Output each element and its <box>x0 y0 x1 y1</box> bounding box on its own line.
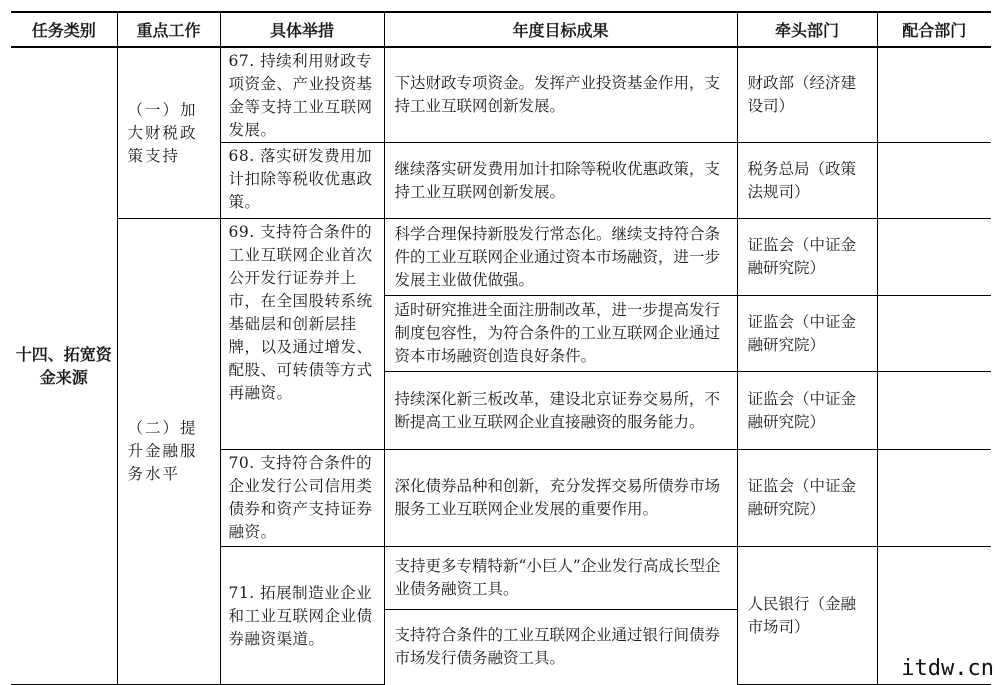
cooperating-department-cell <box>877 143 991 219</box>
task-category-cell: 十四、拓宽资金来源 <box>11 47 117 685</box>
lead-department-cell: 人民银行（金融市场司） <box>737 547 877 685</box>
goal-cell: 继续落实研发费用加计扣除等税收优惠政策，支持工业互联网创新发展。 <box>384 143 737 219</box>
table-row <box>11 47 991 143</box>
lead-department-cell: 税务总局（政策法规司） <box>737 143 877 219</box>
header-lead-department: 牵头部门 <box>737 12 877 47</box>
goal-cell: 持续深化新三板改革，建设北京证券交易所，不断提高工业互联网企业直接融资的服务能力。 <box>384 372 737 450</box>
watermark: itdw.cn <box>901 656 994 681</box>
cooperating-department-cell <box>877 296 991 372</box>
goal-cell: 适时研究推进全面注册制改革，进一步提高发行制度包容性，为符合条件的工业互联网企业通过资本市场融资创造良好条件。 <box>384 296 737 372</box>
cooperating-department-cell <box>877 450 991 547</box>
header-key-work: 重点工作 <box>117 12 220 47</box>
goal-cell: 科学合理保持新股发行常态化。继续支持符合条件的工业互联网企业通过资本市场融资，进一步发展主业做优做强。 <box>384 219 737 296</box>
goal-cell: 支持更多专精特新“小巨人”企业发行高成长型企业债务融资工具。 <box>384 547 737 610</box>
lead-department-cell: 证监会（中证金融研究院） <box>737 219 877 296</box>
measure-cell: 69. 支持符合条件的工业互联网企业首次公开发行证券并上市，在全国股转系统基础层和创新层挂牌，以及通过增发、配股、可转债等方式再融资。 <box>220 219 384 450</box>
goal-cell: 支持符合条件的工业互联网企业通过银行间债券市场发行债务融资工具。 <box>384 610 737 685</box>
goal-cell: 下达财政专项资金。发挥产业投资基金作用，支持工业互联网创新发展。 <box>384 47 737 143</box>
cooperating-department-cell <box>877 372 991 450</box>
lead-department-cell: 证监会（中证金融研究院） <box>737 296 877 372</box>
lead-department-cell: 证监会（中证金融研究院） <box>737 372 877 450</box>
measure-cell: 68. 落实研发费用加计扣除等税收优惠政策。 <box>220 143 384 219</box>
table-row <box>11 219 991 296</box>
measure-cell: 70. 支持符合条件的企业发行公司信用类债券和资产支持证券融资。 <box>220 450 384 547</box>
cooperating-department-cell <box>877 219 991 296</box>
goal-cell: 深化债券品种和创新，充分发挥交易所债券市场服务工业互联网企业发展的重要作用。 <box>384 450 737 547</box>
lead-department-cell: 证监会（中证金融研究院） <box>737 450 877 547</box>
header-cooperating-department: 配合部门 <box>877 12 991 47</box>
cooperating-department-cell <box>877 47 991 143</box>
header-row <box>11 12 991 47</box>
measure-cell: 71. 拓展制造业企业和工业互联网企业债券融资渠道。 <box>220 547 384 685</box>
header-annual-goals: 年度目标成果 <box>384 12 737 47</box>
focus-area-cell: （二）提升金融服务水平 <box>117 219 220 685</box>
lead-department-cell: 财政部（经济建设司） <box>737 47 877 143</box>
measure-cell: 67. 持续利用财政专项资金、产业投资基金等支持工业互联网发展。 <box>220 47 384 143</box>
task-table <box>11 11 991 685</box>
header-specific-measures: 具体举措 <box>220 12 384 47</box>
focus-area-cell: （一）加大财税政策支持 <box>117 47 220 219</box>
header-task-category: 任务类别 <box>11 12 117 47</box>
